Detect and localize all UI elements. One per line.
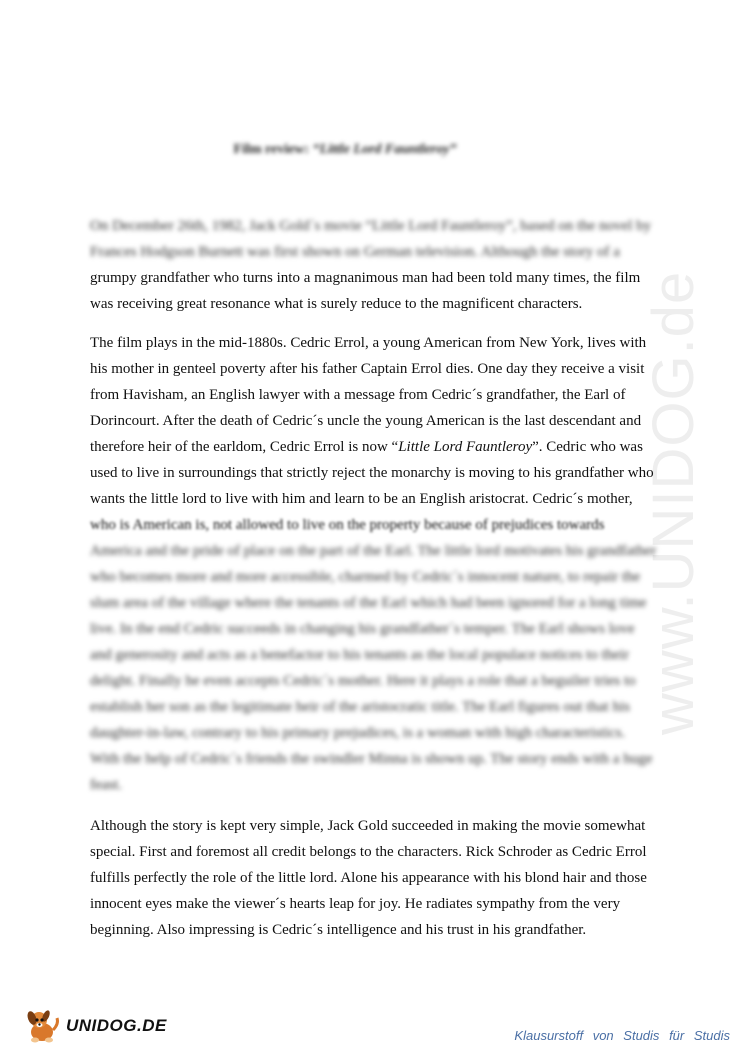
text-line: used to live in surroundings that strictly reject the monarchy is moving to his grandfather who: [90, 465, 654, 481]
text-line: was receiving great resonance what is surely reduce to the magnificent characters.: [90, 296, 583, 312]
watermark: www.UNIDOG.de: [641, 270, 706, 735]
text-line: daughter-in-law, contrary to his primary prejudices, is a woman with high characteristics.: [90, 725, 626, 741]
title-prefix: Film review:: [233, 142, 313, 157]
slogan-word: Studis: [693, 1028, 730, 1043]
text-line: slum area of the village where the tenants of the Earl which had been ignored for a long time: [90, 595, 647, 611]
text-segment: ”. Cedric who was: [532, 439, 643, 455]
text-line: fulfills perfectly the role of the little lord. Alone his appearance with his blond hair and those: [90, 870, 647, 886]
text-line: With the help of Cedric´s friends the swindler Minna is shown up. The story ends with a huge: [90, 751, 653, 767]
text-line: live. In the end Cedric succeeds in changing his grandfather´s temper. The Earl shows love: [90, 621, 635, 637]
text-line: Dorincourt. After the death of Cedric´s uncle the young American is the last descendant and: [90, 413, 642, 429]
logo-text: UNIDOG.DE: [66, 1016, 167, 1035]
text-line: his mother in genteel poverty after his father Captain Errol dies. One day they receive a visit: [90, 361, 645, 377]
text-line: Frances Hodgson Burnett was first shown on German television. Although the story of a: [90, 244, 620, 260]
text-line: America and the pride of place on the part of the Earl. The little lord motivates his grandfather: [90, 543, 657, 559]
text-line: The film plays in the mid-1880s. Cedric Errol, a young American from New York, lives with: [90, 335, 647, 351]
text-line: establish her son as the legitimate heir of the aristocratic title. The Earl figures out that his: [90, 699, 630, 715]
text-line: innocent eyes make the viewer´s hearts leap for joy. He radiates sympathy from the very: [90, 896, 621, 912]
slogan-word: von: [592, 1028, 614, 1043]
text-line: delight. Finally he even accepts Cedric´s mother. Here it plays a role that a beguiler tries to: [90, 673, 636, 689]
text-line: who becomes more and more accessible, charmed by Cedric´s innocent nature, to repair the: [90, 569, 641, 585]
unidog-logo[interactable]: [22, 1004, 172, 1048]
text-line: Although the story is kept very simple, Jack Gold succeeded in making the movie somewhat: [90, 818, 646, 834]
paragraph-assessment: [90, 813, 670, 943]
paragraph-intro: [90, 213, 670, 317]
paragraph-plot: [90, 330, 670, 798]
text-line: On December 26th, 1982, Jack Gold´s movie “Little Lord Fauntleroy”, based on the novel by: [90, 218, 652, 234]
text-line: from Havisham, an English lawyer with a message from Cedric´s grandfather, the Earl of: [90, 387, 626, 403]
text-line: [90, 434, 670, 460]
text-line: wants the little lord to live with him and learn to be an English aristocrat. Cedric´s mother,: [90, 491, 633, 507]
slogan-word: für: [669, 1028, 685, 1043]
dog-mascot-icon: [22, 1006, 62, 1046]
text-line: special. First and foremost all credit belongs to the characters. Rick Schroder as Cedric Errol: [90, 844, 647, 860]
text-line: beginning. Also impressing is Cedric´s intelligence and his trust in his grandfather.: [90, 922, 587, 938]
text-line: and generosity and acts as a benefactor to his tenants as the local populace notices to their: [90, 647, 629, 663]
text-segment: therefore heir of the earldom, Cedric Errol is now “: [90, 439, 399, 455]
title-movie: “Little Lord Fauntleroy”: [312, 142, 457, 157]
document-title: [0, 142, 690, 158]
slogan-word: Klausurstoff: [514, 1028, 584, 1043]
text-italic: Little Lord Fauntleroy: [398, 439, 533, 455]
text-line: grumpy grandfather who turns into a magnanimous man had been told many times, the film: [90, 270, 641, 286]
footer-slogan: [514, 1028, 736, 1043]
text-line: who is American is, not allowed to live on the property because of prejudices towards: [90, 517, 605, 533]
text-line: feast.: [90, 777, 123, 793]
slogan-word: Studis: [623, 1028, 660, 1043]
